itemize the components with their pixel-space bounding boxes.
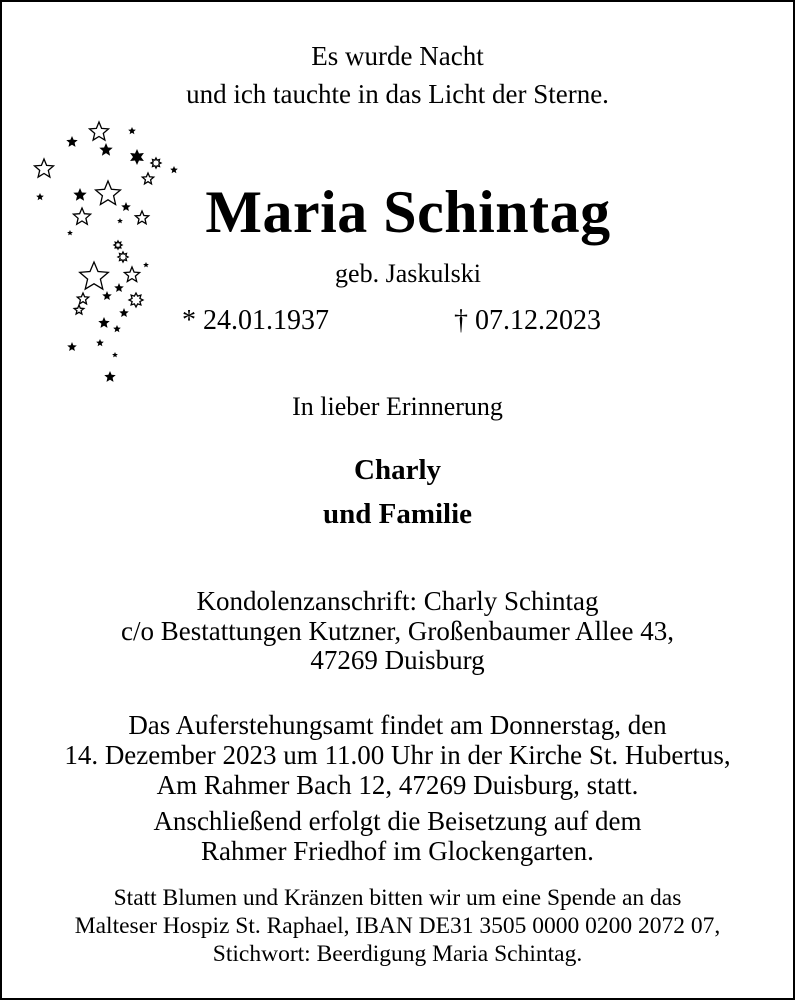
service-line-5: Rahmer Friedhof im Glockengarten. (201, 836, 594, 866)
star-icon (67, 342, 77, 351)
motto-line-2: und ich tauchte in das Licht der Sterne. (186, 79, 609, 109)
star-icon (112, 352, 118, 357)
donation-line-3: Stichwort: Beerdigung Maria Schintag. (212, 941, 583, 967)
service-line-1: Das Auferstehungsamt findet am Donnerstag, den (128, 710, 667, 740)
star-icon (98, 317, 109, 328)
star-icon (96, 339, 104, 346)
deceased-name: Maria Schintag (205, 179, 611, 245)
star-icon (67, 230, 73, 235)
condolence-address-line-1: Kondolenzanschrift: Charly Schintag (196, 586, 599, 616)
star-icon (170, 166, 178, 173)
mourners-line-1: Charly (354, 454, 441, 486)
donation-line-2: Malteser Hospiz St. Raphael, IBAN DE31 3505 0000 0200 2072 07, (74, 913, 721, 939)
condolence-address-line-3: 47269 Duisburg (310, 645, 485, 675)
star-icon (74, 305, 84, 314)
service-line-2: 14. Dezember 2023 um 11.00 Uhr in der Kirche St. Hubertus, (64, 740, 731, 770)
service-line-4: Anschließend erfolgt die Beisetzung auf dem (153, 806, 642, 836)
star-icon (73, 188, 86, 201)
remembrance-text: In lieber Erinnerung (292, 392, 503, 421)
star-icon (151, 158, 161, 168)
star-icon (73, 208, 90, 224)
donation-line-1: Statt Blumen und Kränzen bitten wir um eine Spende an das (113, 885, 682, 911)
star-icon (66, 136, 77, 147)
star-icon (99, 143, 112, 156)
star-icon (102, 291, 112, 300)
condolence-address-line-2: c/o Bestattungen Kutzner, Großenbaumer Allee 43, (121, 616, 674, 646)
star-icon (113, 325, 121, 332)
service-line-3: Am Rahmer Bach 12, 47269 Duisburg, statt. (156, 770, 639, 800)
star-icon (90, 122, 109, 140)
stars-cluster-icon (24, 117, 204, 392)
star-icon (130, 149, 144, 165)
birth-date: * 24.01.1937 (182, 305, 329, 336)
motto-line-1: Es wurde Nacht (311, 41, 484, 71)
star-icon (35, 159, 54, 177)
star-icon (128, 127, 136, 134)
star-icon (119, 308, 129, 317)
star-icon (36, 193, 44, 200)
mourners-line-2: und Familie (322, 498, 473, 530)
star-icon (129, 293, 143, 307)
star-icon (77, 293, 88, 304)
star-icon (104, 371, 115, 382)
death-date: † 07.12.2023 (454, 305, 601, 336)
birth-name: geb. Jaskulski (335, 259, 481, 288)
